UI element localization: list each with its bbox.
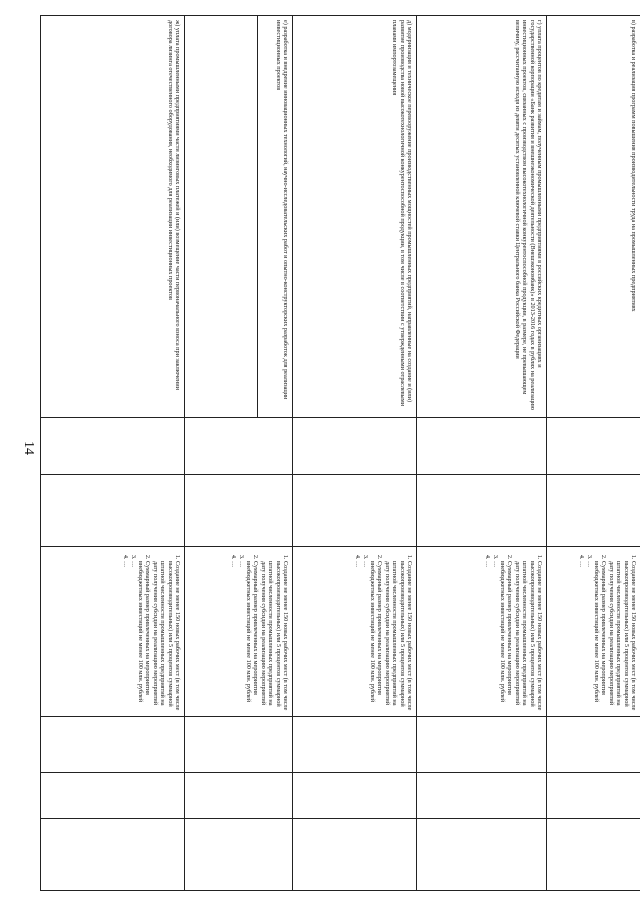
indicator-list: [484, 551, 543, 712]
empty-cell: [417, 773, 547, 819]
indicators-cell: [417, 547, 547, 717]
page-number: 14: [21, 441, 36, 455]
activity-cell: [417, 16, 547, 418]
cell-divider: [257, 16, 258, 417]
empty-cell: [41, 717, 185, 773]
empty-cell: [417, 418, 547, 475]
empty-cell: [547, 819, 640, 891]
table-row: [185, 16, 293, 891]
empty-cell: [41, 475, 185, 547]
indicator-item: 2. Суммарный размер привлеченных на мероприятия внебюджетных инвестиций не менее 100 млн. рублей: [499, 561, 514, 712]
indicator-list: [230, 551, 289, 712]
indicator-item: 2. Суммарный размер привлеченных на мероприятия внебюджетных инвестиций не менее 100 млн. рублей: [245, 561, 260, 712]
indicator-item: 1. Создание не менее 150 новых рабочих мест (в том числе высокопроизводительных) или 5 процентов суммарной штатной численности промышленных предприятий на дату получения субсидии на реализацию мероприятий: [513, 561, 543, 712]
empty-cell: [547, 717, 640, 773]
indicator-item: 3. …: [237, 561, 244, 712]
indicator-item: 4. …: [122, 561, 129, 712]
activity-text: ж) уплата промышленными предприятиями части лизинговых платежей и (или) возмещение части первоначального взноса при заключении договора лизинга отечественного оборудования, необходимого для реализации инвестиционных проектов: [166, 20, 181, 390]
indicator-item: 2. Суммарный размер привлеченных на мероприятия внебюджетных инвестиций не менее 100 млн. рублей: [593, 561, 608, 712]
activity-cell: [41, 16, 185, 418]
empty-cell: [185, 717, 293, 773]
empty-cell: [293, 717, 417, 773]
activity-text: г) уплата процентов по кредитам и займам, полученным промышленными предприятиями в российских кредитных организациях и государственной корпорации «Банк развития и внешнеэкономической деятельности (Внешэкономбанк)» в 2013-2016 годах в рублях на реализацию инвестиционных проектов, связанных с производством высокотехнологичной конкурентоспособной продукции, в размере, не превышающем величину, рассчитанную исходя из девяти десятых установленной ключевой ставки Центрального банка Российской Федерации: [513, 20, 543, 410]
empty-cell: [293, 773, 417, 819]
empty-cell: [417, 717, 547, 773]
indicators-cell: [547, 547, 640, 717]
indicator-item: 2. Суммарный размер привлеченных на мероприятия внебюджетных инвестиций не менее 100 млн. рублей: [137, 561, 152, 712]
indicator-item: 1. Создание не менее 150 новых рабочих мест (в том числе высокопроизводительных) или 5 процентов суммарной штатной численности промышленных предприятий на дату получения субсидии на реализацию мероприятий: [383, 561, 413, 712]
activities-table: [40, 15, 640, 891]
indicator-item: 4. …: [484, 561, 491, 712]
empty-cell: [41, 773, 185, 819]
empty-cell: [417, 819, 547, 891]
empty-cell: [547, 418, 640, 475]
rotated-table-sheet: [41, 15, 640, 890]
indicator-list: [122, 551, 181, 712]
indicator-item: 3. …: [129, 561, 136, 712]
empty-cell: [185, 819, 293, 891]
activity-text: е) разработка и внедрение инновационных технологий, научно-исследовательских работ и опытно-конструкторских разработок для реализации инвестиционных проектов: [274, 20, 289, 400]
indicator-item: 2. Суммарный размер привлеченных на мероприятия внебюджетных инвестиций не менее 100 млн. рублей: [369, 561, 384, 712]
indicators-cell: [293, 547, 417, 717]
empty-cell: [185, 475, 293, 547]
table-row: [41, 16, 185, 891]
empty-cell: [293, 418, 417, 475]
empty-cell: [185, 773, 293, 819]
indicator-list: [578, 551, 637, 712]
indicator-list: [354, 551, 413, 712]
indicator-item: 4. …: [354, 561, 361, 712]
indicator-item: 3. …: [585, 561, 592, 712]
empty-cell: [293, 819, 417, 891]
activity-text: д) модернизация и техническое перевооружение производственных мощностей промышленных предприятий, направленные на создание и (или) развитие производства новой высокотехнологичной конкурентоспособной продукции, в том числе в соответствии с утвержденными отраслевыми планами импортозамещения: [391, 20, 413, 407]
indicator-item: 4. …: [230, 561, 237, 712]
table-row: [293, 16, 417, 891]
indicators-cell: [185, 547, 293, 717]
empty-cell: [547, 773, 640, 819]
activity-cell: [185, 16, 293, 418]
indicator-item: 3. …: [361, 561, 368, 712]
indicator-item: 1. Создание не менее 150 новых рабочих мест (в том числе высокопроизводительных) или 5 процентов суммарной штатной численности промышленных предприятий на дату получения субсидии на реализацию мероприятий: [259, 561, 289, 712]
activity-cell: [547, 16, 640, 418]
empty-cell: [293, 475, 417, 547]
indicator-item: 3. …: [491, 561, 498, 712]
activity-cell: [293, 16, 417, 418]
indicator-item: 1. Создание не менее 150 новых рабочих мест (в том числе высокопроизводительных) или 5 процентов суммарной штатной численности промышленных предприятий на дату получения субсидии на реализацию мероприятий: [607, 561, 637, 712]
indicators-cell: [41, 547, 185, 717]
activity-text: в) разработка и реализация программ повышения производительности труда на промышленных предприятиях: [630, 20, 637, 312]
table-row: [547, 16, 640, 891]
indicator-item: 1. Создание не менее 150 новых рабочих мест (в том числе высокопроизводительных) или 5 процентов суммарной штатной численности промышленных предприятий на дату получения субсидии на реализацию мероприятий: [151, 561, 181, 712]
empty-cell: [185, 418, 293, 475]
empty-cell: [41, 418, 185, 475]
empty-cell: [417, 475, 547, 547]
empty-cell: [547, 475, 640, 547]
empty-cell: [41, 819, 185, 891]
table-row: [417, 16, 547, 891]
indicator-item: 4. …: [578, 561, 585, 712]
